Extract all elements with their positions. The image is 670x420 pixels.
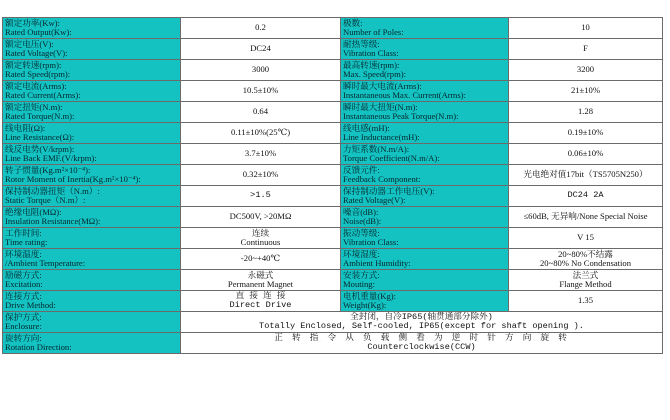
spec-value-line-2: 20~80% No Condensation bbox=[539, 258, 632, 268]
spec-label-line-2: Ambient Humidity: bbox=[343, 258, 411, 268]
motor-spec-table bbox=[2, 17, 663, 354]
spec-label bbox=[341, 186, 509, 207]
spec-label bbox=[341, 144, 509, 165]
spec-value bbox=[181, 207, 341, 228]
spec-value bbox=[181, 18, 341, 39]
table-row bbox=[3, 186, 663, 207]
spec-label-line-2: Time rating: bbox=[5, 237, 48, 247]
spec-label-line-1: 转子惯量(Kg.m²×10⁻⁴): bbox=[5, 164, 91, 175]
spec-value-line-1: 法兰式 bbox=[572, 269, 599, 280]
spec-label bbox=[341, 81, 509, 102]
spec-label bbox=[341, 39, 509, 60]
spec-label-line-2: Rated Torque(N.m): bbox=[5, 111, 75, 121]
spec-value bbox=[509, 291, 663, 312]
spec-value bbox=[181, 60, 341, 81]
spec-value-line-1: 1.35 bbox=[577, 295, 594, 306]
spec-label-line-2: Drive Method: bbox=[5, 300, 56, 310]
spec-value bbox=[509, 270, 663, 291]
spec-value bbox=[509, 207, 663, 228]
spec-value bbox=[509, 81, 663, 102]
spec-value-line-1: >1.5 bbox=[250, 190, 271, 201]
spec-label bbox=[3, 60, 181, 81]
spec-label-line-1: 环境温度: bbox=[5, 248, 42, 259]
spec-value-line-2: Flange Method bbox=[559, 279, 612, 289]
spec-value bbox=[181, 102, 341, 123]
spec-value bbox=[181, 270, 341, 291]
spec-label bbox=[341, 291, 509, 312]
spec-label-line-2: Line Inductance(mH): bbox=[343, 132, 420, 142]
spec-label-line-2: Rated Output(Kw): bbox=[5, 27, 72, 37]
spec-value-line-1: 0.11±10%(25℃) bbox=[230, 127, 291, 138]
spec-value-line-1: 0.06±10% bbox=[567, 148, 604, 159]
spec-label-line-1: 反馈元件: bbox=[343, 164, 380, 175]
spec-label bbox=[3, 81, 181, 102]
spec-label bbox=[3, 270, 181, 291]
spec-label-line-1: 瞬时最大电流(Arms): bbox=[343, 80, 422, 91]
spec-wide-value bbox=[181, 333, 663, 354]
spec-label-line-1: 振动等级: bbox=[343, 227, 380, 238]
spec-value bbox=[509, 186, 663, 207]
spec-label-line-2: Max. Speed(rpm): bbox=[343, 69, 407, 79]
spec-value bbox=[509, 144, 663, 165]
spec-label-line-1: 额定功率(Kw): bbox=[5, 17, 60, 28]
spec-label-line-1: 励磁方式: bbox=[5, 269, 42, 280]
spec-label-line-1: 最高转速(rpm): bbox=[343, 59, 400, 70]
spec-label-line-1: 电机重量(Kg): bbox=[343, 290, 396, 301]
spec-label-line-1: 保持制动器扭矩（N.m）: bbox=[5, 185, 100, 196]
spec-label-line-1: 工作时间: bbox=[5, 227, 42, 238]
spec-label bbox=[341, 102, 509, 123]
spec-value bbox=[181, 228, 341, 249]
spec-label-line-1: 额定电压(V): bbox=[5, 38, 54, 49]
spec-table-body bbox=[3, 18, 663, 354]
spec-value-line-1: 0.19±10% bbox=[567, 127, 604, 138]
spec-value-line-1: DC500V, >20MΩ bbox=[229, 211, 292, 222]
spec-wide-value-line-1: 全封闭，自冷IP65(轴贯通部分除外) bbox=[350, 311, 493, 322]
spec-label bbox=[341, 18, 509, 39]
spec-label-line-2: Vibration Class: bbox=[343, 48, 399, 58]
table-row bbox=[3, 123, 663, 144]
spec-value-line-1: 3200 bbox=[576, 64, 595, 75]
spec-value-line-1: 0.64 bbox=[252, 106, 269, 117]
spec-value-line-1: 10.5±10% bbox=[242, 85, 279, 96]
spec-label-line-1: 绝缘电阻(MΩ): bbox=[5, 206, 62, 217]
spec-value bbox=[181, 123, 341, 144]
spec-wide-value-line-1: 正 转 指 令 从 负 载 侧 看 为 逆 时 针 方 向 旋 转 bbox=[274, 332, 569, 343]
spec-label-line-2: Enclosure: bbox=[5, 321, 42, 331]
table-row bbox=[3, 144, 663, 165]
spec-value bbox=[181, 249, 341, 270]
spec-label-line-1: 旋转方向: bbox=[5, 332, 42, 343]
spec-label-line-1: 耐热等级: bbox=[343, 38, 380, 49]
spec-label-line-2: Vibration Class: bbox=[343, 237, 399, 247]
spec-label bbox=[341, 228, 509, 249]
spec-label-line-1: 线反电势(V/krpm): bbox=[5, 143, 75, 154]
spec-label bbox=[341, 123, 509, 144]
spec-label-line-2: Torque Coefficient(N.m/A): bbox=[343, 153, 440, 163]
spec-value bbox=[509, 60, 663, 81]
spec-wide-value bbox=[181, 312, 663, 333]
spec-value-line-1: 永磁式 bbox=[247, 269, 274, 280]
spec-label-line-2: Instantaneous Max. Current(Arms): bbox=[343, 90, 466, 100]
spec-label-line-2: Weight(Kg): bbox=[343, 300, 387, 310]
spec-value bbox=[181, 81, 341, 102]
spec-label-line-2: Rated Voltage(V): bbox=[5, 48, 68, 58]
spec-label-line-1: 环境湿度: bbox=[343, 248, 380, 259]
spec-value bbox=[181, 165, 341, 186]
spec-label bbox=[3, 291, 181, 312]
spec-label-line-2: Rated Speed(rpm): bbox=[5, 69, 71, 79]
spec-label-line-2: Line Resistance(Ω): bbox=[5, 132, 75, 142]
spec-value-line-1: 1.28 bbox=[577, 106, 594, 117]
table-row bbox=[3, 39, 663, 60]
spec-value bbox=[181, 39, 341, 60]
spec-value bbox=[181, 291, 341, 312]
spec-label bbox=[341, 249, 509, 270]
spec-value bbox=[181, 144, 341, 165]
spec-value-line-1: ≤60dB, 无异响/None Special Noise bbox=[523, 211, 648, 222]
spec-label bbox=[3, 165, 181, 186]
spec-value-line-1: 0.32±10% bbox=[242, 169, 279, 180]
spec-label-line-2: Rated Voltage(V): bbox=[343, 195, 406, 205]
table-row bbox=[3, 270, 663, 291]
spec-label-line-2: Rotation Direction: bbox=[5, 342, 72, 352]
spec-label-line-2: Instantaneous Peak Torque(N.m): bbox=[343, 111, 459, 121]
table-row bbox=[3, 18, 663, 39]
spec-label-line-1: 额定电流(Arms): bbox=[5, 80, 67, 91]
table-row bbox=[3, 291, 663, 312]
spec-wide-value-line-2: Totally Enclosed, Self-cooled, IP65(except for shaft opening ). bbox=[259, 321, 584, 331]
spec-label-line-1: 噪音(dB): bbox=[343, 206, 379, 217]
table-row bbox=[3, 60, 663, 81]
spec-value bbox=[509, 228, 663, 249]
spec-label bbox=[3, 144, 181, 165]
spec-label-line-2: Excitation: bbox=[5, 279, 43, 289]
spec-label-line-1: 额定转速(rpm): bbox=[5, 59, 62, 70]
spec-value-line-1: 直 接 连 接 bbox=[235, 290, 286, 301]
spec-label-line-1: 保护方式: bbox=[5, 311, 42, 322]
spec-value-line-1: F bbox=[583, 43, 588, 54]
table-row bbox=[3, 81, 663, 102]
spec-label-line-1: 安装方式: bbox=[343, 269, 380, 280]
spec-label-line-1: 线电阻(Ω): bbox=[5, 122, 46, 133]
spec-value-line-1: DC24 bbox=[250, 43, 271, 54]
spec-label bbox=[3, 228, 181, 249]
spec-value-line-1: V 15 bbox=[577, 232, 594, 243]
table-row bbox=[3, 102, 663, 123]
table-row bbox=[3, 249, 663, 270]
spec-value-line-2: Direct Drive bbox=[229, 300, 292, 310]
spec-value-line-1: 3000 bbox=[251, 64, 270, 75]
spec-value-line-1: 光电绝对值17bit（TS5705N250） bbox=[523, 169, 648, 180]
spec-label-line-2: /Ambient Temperature: bbox=[5, 258, 86, 268]
spec-value-line-1: 3.7±10% bbox=[244, 148, 277, 159]
spec-value-line-2: Continuous bbox=[240, 237, 281, 247]
spec-value-line-1: 0.2 bbox=[255, 22, 266, 33]
spec-label-line-2: Rated Current(Arms): bbox=[5, 90, 81, 100]
spec-label-line-2: Number of Poles: bbox=[343, 27, 404, 37]
spec-label bbox=[3, 186, 181, 207]
spec-label-line-1: 极数: bbox=[343, 17, 363, 28]
spec-label bbox=[341, 270, 509, 291]
spec-label-line-2: Mouting: bbox=[343, 279, 375, 289]
spec-value-line-1: 20~80%不结露 bbox=[558, 248, 613, 259]
spec-label-line-2: Insulation Resistance(MΩ): bbox=[5, 216, 101, 226]
spec-label bbox=[3, 333, 181, 354]
spec-label-line-1: 力矩系数(N.m/A): bbox=[343, 143, 410, 154]
spec-value bbox=[509, 123, 663, 144]
spec-label-line-2: Noise(dB): bbox=[343, 216, 382, 226]
spec-label-line-1: 额定扭矩(N.m): bbox=[5, 101, 63, 112]
spec-label-line-1: 瞬时最大扭矩(N.m): bbox=[343, 101, 418, 112]
spec-label-line-1: 保持制动器工作电压(V): bbox=[343, 185, 435, 196]
spec-value-line-1: 21±10% bbox=[570, 85, 601, 96]
spec-value-line-2: Permanent Magnet bbox=[227, 279, 294, 289]
spec-label bbox=[3, 39, 181, 60]
spec-value bbox=[181, 186, 341, 207]
spec-label-line-1: 连接方式: bbox=[5, 290, 42, 301]
spec-label-line-1: 线电感(mH): bbox=[343, 122, 390, 133]
spec-value-line-1: 10 bbox=[581, 22, 590, 33]
spec-wide-value-line-2: Counterclockwise(CCW) bbox=[367, 342, 476, 352]
spec-value bbox=[509, 102, 663, 123]
spec-label bbox=[3, 102, 181, 123]
spec-value bbox=[509, 18, 663, 39]
spec-value-line-1: 连续 bbox=[251, 227, 270, 238]
spec-value-line-1: -20~+40℃ bbox=[240, 253, 281, 264]
spec-value-line-1: DC24 2A bbox=[567, 190, 604, 201]
spec-label bbox=[341, 165, 509, 186]
table-row bbox=[3, 207, 663, 228]
spec-value bbox=[509, 165, 663, 186]
spec-label bbox=[3, 249, 181, 270]
spec-label-line-2: Rotor Moment of Inertia(Kg.m²×10⁻⁴): bbox=[5, 174, 141, 184]
spec-label bbox=[341, 60, 509, 81]
table-row-wide bbox=[3, 312, 663, 333]
spec-label bbox=[3, 123, 181, 144]
spec-label bbox=[3, 312, 181, 333]
table-row bbox=[3, 165, 663, 186]
spec-label-line-2: Line Back EMF.(V/krpm): bbox=[5, 153, 97, 163]
spec-label-line-2: Feedback Component: bbox=[343, 174, 421, 184]
spec-value bbox=[509, 249, 663, 270]
spec-label bbox=[3, 18, 181, 39]
spec-value bbox=[509, 39, 663, 60]
spec-label-line-2: Static Torque（N.m）: bbox=[5, 195, 86, 205]
spec-label bbox=[3, 207, 181, 228]
spec-label bbox=[341, 207, 509, 228]
table-row-wide bbox=[3, 333, 663, 354]
table-row bbox=[3, 228, 663, 249]
